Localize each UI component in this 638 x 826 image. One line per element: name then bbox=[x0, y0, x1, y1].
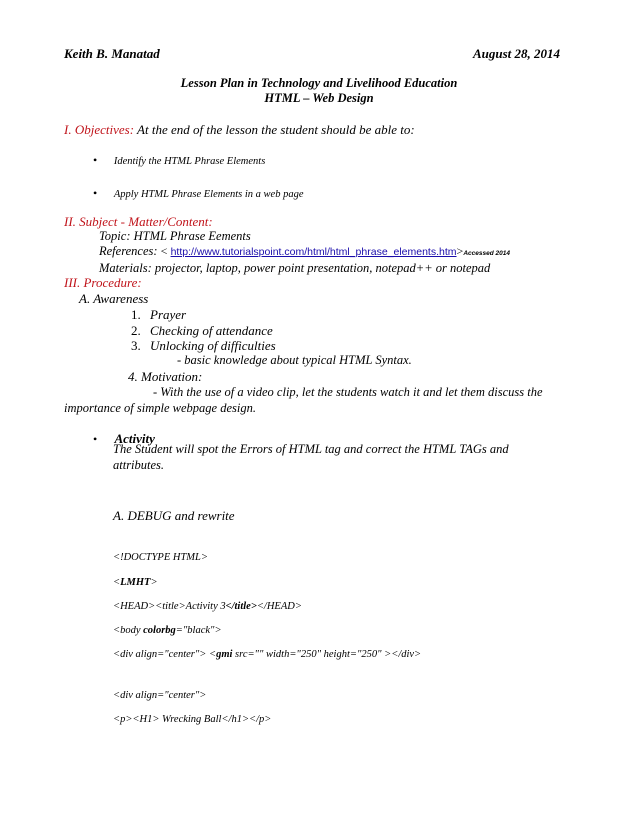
objectives-intro: At the end of the lesson the student should be able to: bbox=[134, 122, 415, 137]
code-line-1: <!DOCTYPE HTML> bbox=[113, 552, 208, 563]
code-line-4 bbox=[113, 625, 222, 636]
objectives-heading: I. Objectives: bbox=[64, 122, 135, 137]
code-line-2-close: > bbox=[150, 577, 158, 588]
code-line-5 bbox=[113, 649, 421, 660]
code-line-4-error: colorbg bbox=[143, 625, 176, 636]
references-open: < bbox=[160, 244, 168, 258]
references-link[interactable]: http://www.tutorialspoint.com/html/html_phrase_elements.htm bbox=[170, 246, 457, 258]
procedure-motivation: 4. Motivation: bbox=[128, 369, 203, 384]
author-name: Keith B. Manatad bbox=[64, 46, 160, 61]
code-line-2-error: LMHT bbox=[120, 577, 151, 588]
document-date: August 28, 2014 bbox=[472, 46, 560, 61]
code-line-3-error: </title> bbox=[225, 601, 257, 612]
code-line-3-b: </HEAD> bbox=[256, 601, 302, 612]
procedure-heading: III. Procedure: bbox=[64, 275, 142, 290]
procedure-item-num: 2. bbox=[131, 323, 141, 338]
code-line-5-error: gmi bbox=[216, 649, 233, 660]
procedure-item-num: 3. bbox=[131, 338, 141, 353]
debug-heading: A. DEBUG and rewrite bbox=[113, 508, 235, 523]
activity-label: Activity bbox=[114, 431, 155, 446]
subject-materials: Materials: projector, laptop, power point presentation, notepad++ or notepad bbox=[99, 261, 491, 275]
bullet-icon: • bbox=[93, 186, 98, 200]
code-line-3-a: <HEAD><title>Activity 3 bbox=[113, 601, 226, 612]
subject-references bbox=[99, 244, 510, 259]
code-line-7: <p><H1> Wrecking Ball</h1></p> bbox=[113, 714, 272, 725]
subject-heading: II. Subject - Matter/Content: bbox=[64, 214, 213, 229]
references-close: > bbox=[456, 244, 464, 258]
procedure-item-2 bbox=[131, 323, 273, 339]
objective-text-2: Apply HTML Phrase Elements in a web page bbox=[113, 189, 304, 200]
code-line-5-a: <div align="center"> < bbox=[113, 649, 217, 660]
objectives-section bbox=[64, 122, 415, 138]
motivation-text-line1: - With the use of a video clip, let the students watch it and let them discuss the bbox=[153, 385, 543, 399]
subject-topic: Topic: HTML Phrase Eements bbox=[99, 229, 251, 243]
motivation-text-line2: importance of simple webpage design. bbox=[64, 401, 256, 415]
procedure-item-text: Unlocking of difficulties bbox=[150, 338, 276, 353]
procedure-item-text: Checking of attendance bbox=[150, 323, 273, 338]
procedure-item-text: Prayer bbox=[150, 307, 187, 322]
objective-item-1 bbox=[93, 153, 265, 168]
bullet-icon: • bbox=[93, 432, 98, 446]
references-label: References: bbox=[99, 244, 161, 258]
procedure-item-3 bbox=[131, 338, 276, 354]
activity-description: The Student will spot the Errors of HTML tag and correct the HTML TAGs and attributes. bbox=[113, 442, 509, 472]
bullet-icon: • bbox=[93, 153, 98, 167]
code-line-4-b: ="black"> bbox=[175, 625, 222, 636]
code-line-2 bbox=[113, 577, 158, 588]
code-line-2-open: < bbox=[113, 577, 121, 588]
document-subtitle: HTML – Web Design bbox=[264, 91, 374, 105]
code-line-3 bbox=[113, 601, 302, 612]
procedure-difficulty: - basic knowledge about typical HTML Syntax. bbox=[177, 353, 412, 367]
objective-text-1: Identify the HTML Phrase Elements bbox=[113, 156, 266, 167]
code-line-4-a: <body bbox=[113, 625, 144, 636]
references-accessed: Accessed 2014 bbox=[463, 250, 510, 257]
code-line-6: <div align="center"> bbox=[113, 690, 207, 701]
document-title: Lesson Plan in Technology and Livelihood Education bbox=[180, 76, 458, 90]
procedure-item-1 bbox=[131, 307, 186, 323]
procedure-item-num: 1. bbox=[131, 307, 141, 322]
code-line-5-b: src="" width="250" height="250" ></div> bbox=[232, 649, 422, 660]
objective-item-2 bbox=[93, 186, 304, 201]
procedure-awareness: A. Awareness bbox=[79, 291, 149, 306]
